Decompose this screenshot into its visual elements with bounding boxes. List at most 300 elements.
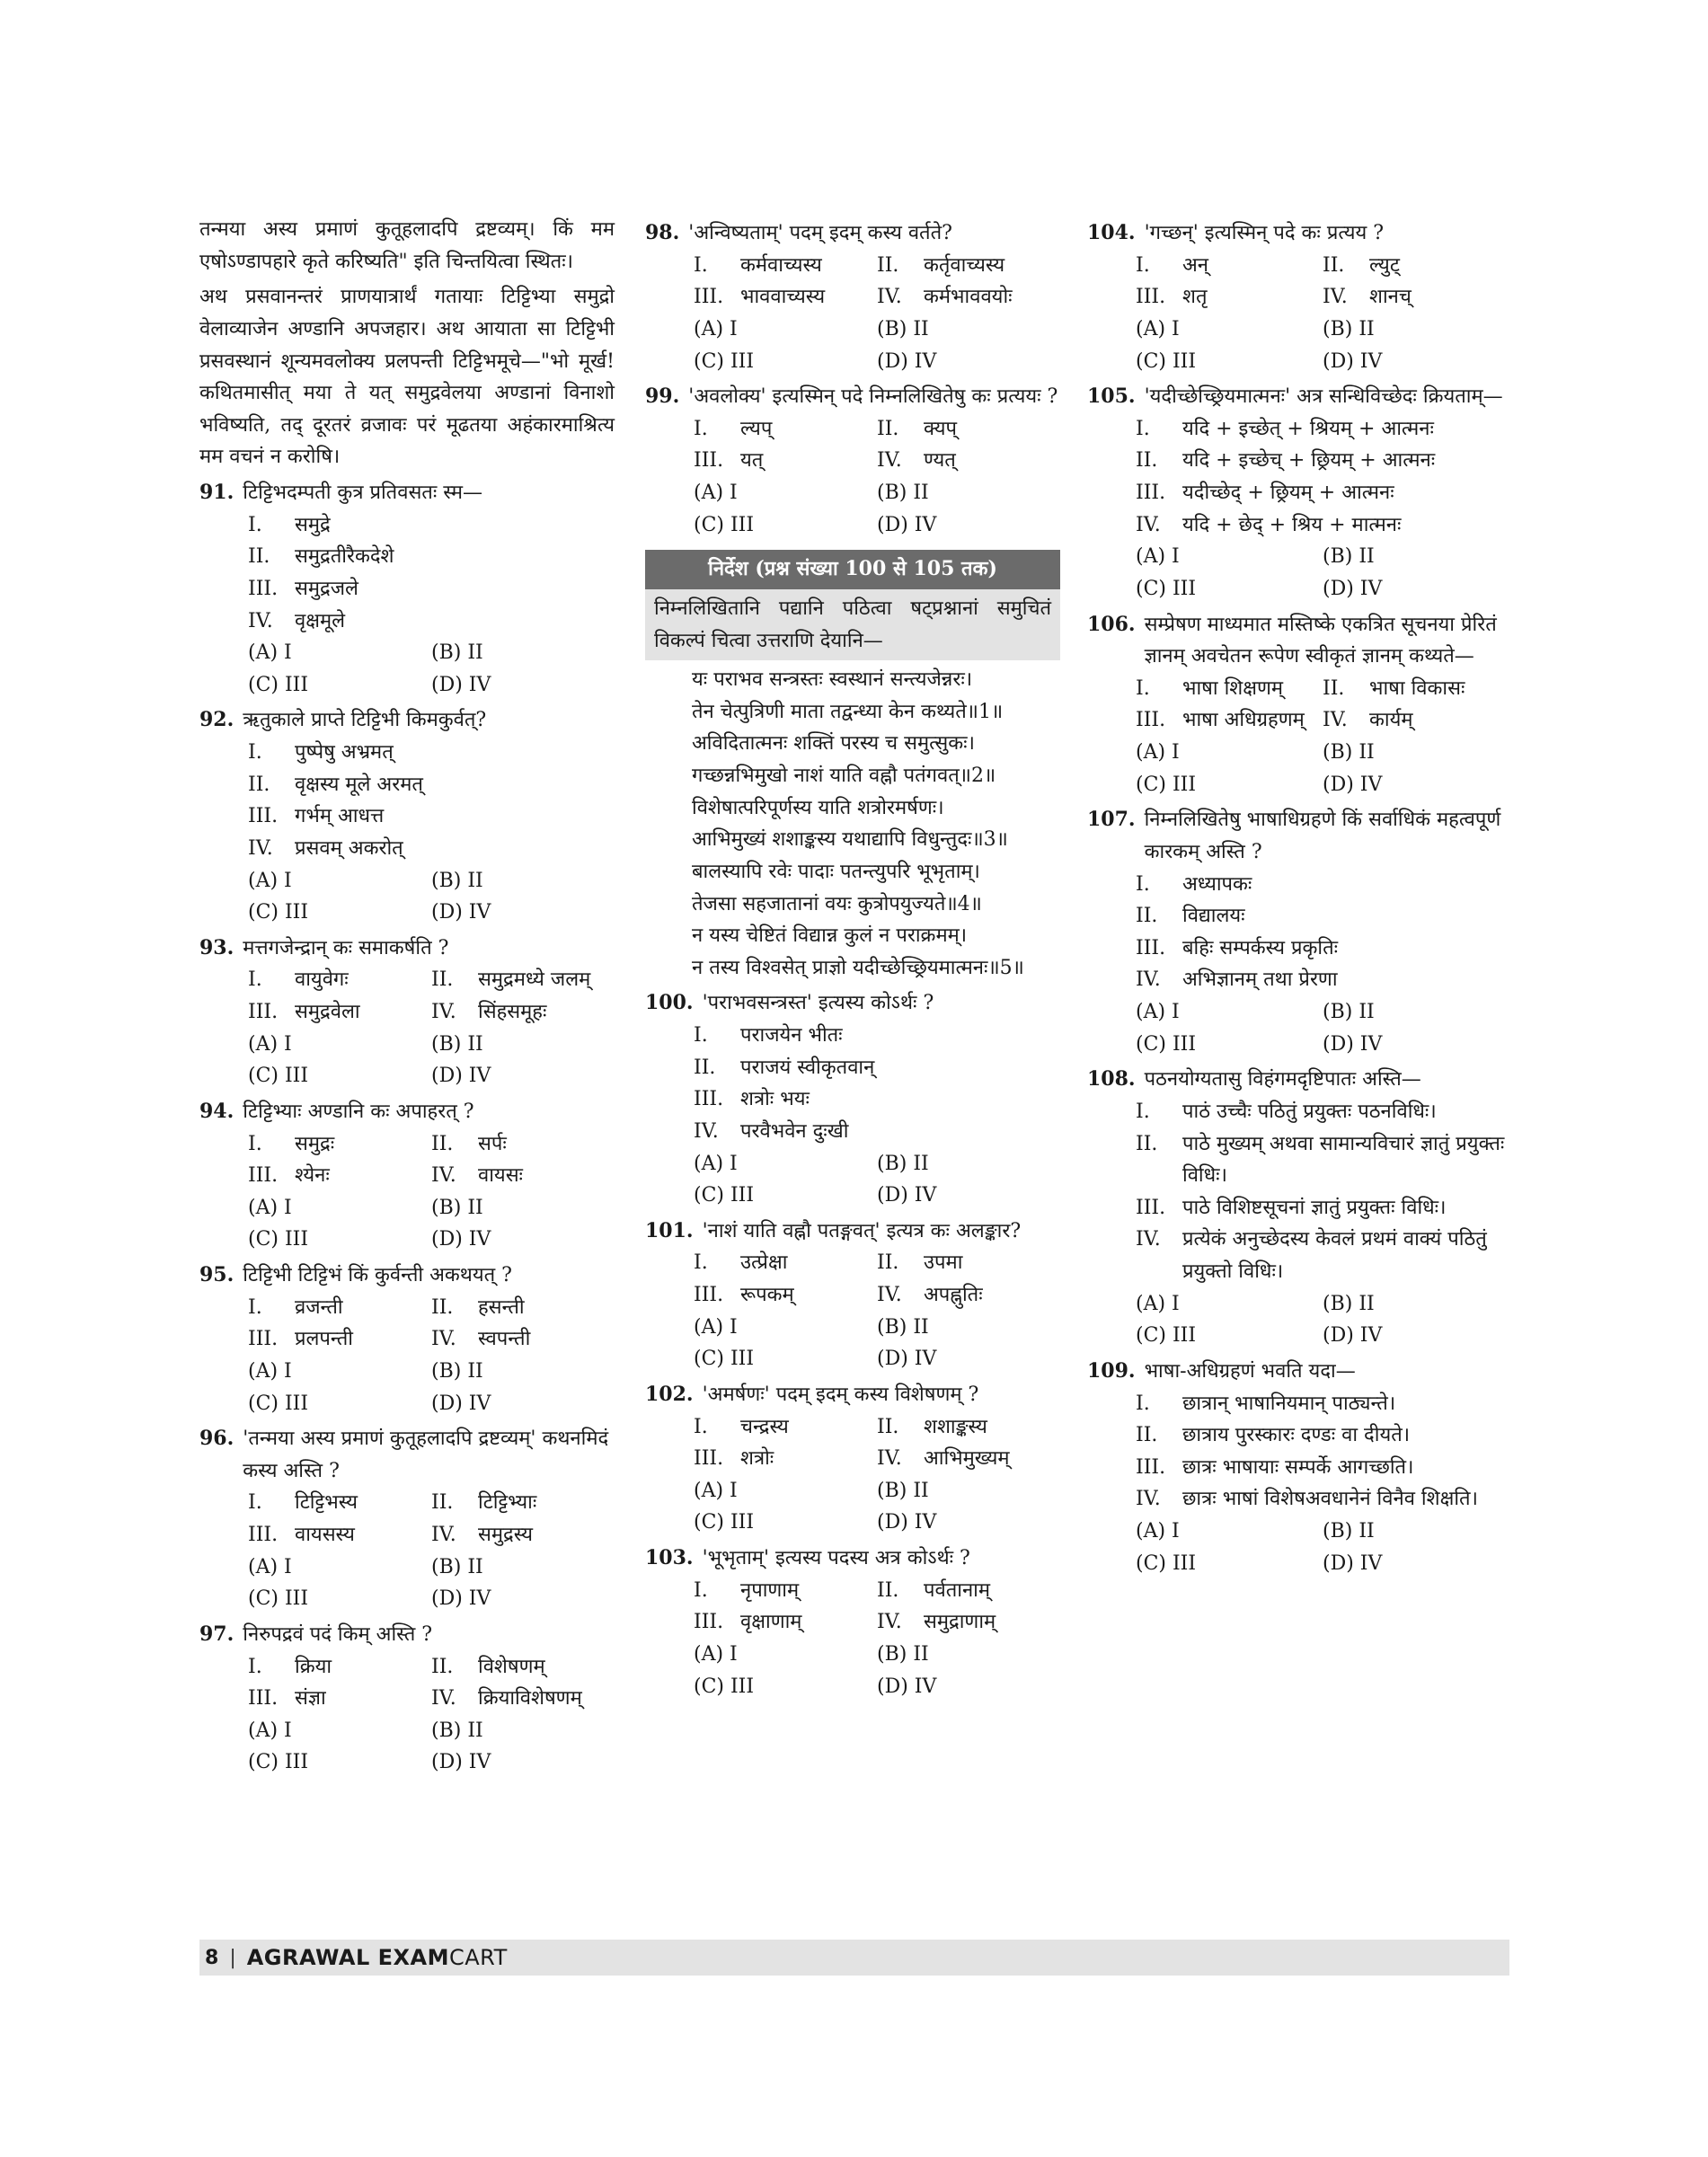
- option-numeral: IV.: [877, 1447, 902, 1471]
- answer-row: [248, 669, 615, 702]
- question: [645, 217, 1060, 377]
- answer-row: [1136, 1548, 1509, 1580]
- option-list: [199, 737, 615, 929]
- option-text: कर्मवाच्यस्य: [740, 253, 822, 277]
- option-text: भाषा शिक्षणम्: [1182, 676, 1284, 700]
- answer-choice: (A) I: [1136, 1001, 1180, 1023]
- answer-row: [248, 1224, 615, 1256]
- option-text: सर्पः: [478, 1132, 507, 1155]
- option-numeral: III.: [1136, 709, 1166, 732]
- option: [694, 1020, 1060, 1052]
- option-numeral: II.: [1136, 1424, 1158, 1447]
- option: [248, 769, 615, 801]
- question: [645, 1543, 1060, 1702]
- option-row: [1136, 250, 1509, 282]
- answer-row: [694, 1671, 1060, 1703]
- answer-choice: (A) I: [248, 641, 292, 665]
- answer-choice: (D) IV: [431, 1751, 491, 1774]
- answer-choice: (B) II: [877, 317, 929, 340]
- option: [1136, 900, 1509, 933]
- option-numeral: I.: [694, 253, 708, 277]
- option-text: नृपाणाम्: [740, 1578, 800, 1602]
- option: [694, 1052, 1060, 1084]
- answer-choice: (C) III: [1136, 773, 1197, 796]
- option-numeral: IV.: [694, 1119, 719, 1143]
- option-text: उत्प्रेक्षा: [740, 1251, 788, 1275]
- answer-row: [694, 1312, 1060, 1344]
- option-row: [694, 250, 1060, 282]
- option-numeral: III.: [248, 1524, 279, 1546]
- option: [877, 1411, 1060, 1444]
- option-text: छात्रः भाषां विशेषअवधानेनं विनैव शिक्षति।: [1182, 1488, 1478, 1511]
- option-numeral: I.: [1136, 1100, 1150, 1123]
- option: [694, 413, 877, 446]
- option-text: वायुवेगः: [295, 968, 349, 992]
- option-text: टिट्टिभ्याः: [478, 1491, 537, 1515]
- option-row: [248, 1651, 615, 1684]
- option-numeral: III.: [694, 1447, 724, 1471]
- question-text: 'भूभृताम्' इत्यस्य पदस्य अत्र कोऽर्थः ?: [702, 1547, 970, 1569]
- answer-choice: (A) I: [248, 869, 292, 892]
- option-stack: [694, 1020, 1060, 1148]
- option: [1323, 281, 1509, 314]
- verse-line: आभिमुख्यं शशाङ्कस्य यथाद्यापि विधुन्तुदः॥3॥: [692, 828, 1008, 852]
- option-text: क्यप्: [924, 417, 958, 440]
- option-row: [694, 445, 1060, 477]
- question: [199, 1260, 615, 1419]
- option: [1136, 250, 1323, 282]
- option-stack: [1136, 413, 1509, 542]
- option-text: समुद्रजले: [295, 577, 358, 600]
- option-numeral: IV.: [1136, 968, 1161, 992]
- answer-choice: (C) III: [1136, 1551, 1197, 1575]
- option: [1136, 1096, 1509, 1128]
- option-numeral: I.: [694, 1415, 708, 1438]
- option-numeral: III.: [694, 1611, 724, 1634]
- answer-choice: (B) II: [431, 641, 483, 665]
- option-numeral: IV.: [1323, 286, 1348, 309]
- option-numeral: III.: [248, 1001, 279, 1023]
- answer-choice: (C) III: [1136, 1032, 1197, 1056]
- option-text: यदि + इच्छेत् + श्रियम् + आत्मनः: [1182, 417, 1434, 440]
- option-list: [199, 1487, 615, 1615]
- answer-row: [248, 1583, 615, 1615]
- option-list: [1087, 1388, 1509, 1580]
- verse-line: न तस्य विश्वसेत् प्राज्ञो यदीच्छेच्छ्रियमात्मनः॥5॥: [692, 956, 1024, 979]
- page-number: 8: [205, 1946, 219, 1969]
- option: [1136, 704, 1323, 737]
- answer-choice: (D) IV: [1323, 1032, 1383, 1056]
- brand-name-suffix: CART: [448, 1945, 508, 1970]
- option: [1136, 1419, 1509, 1452]
- option: [248, 996, 431, 1029]
- option-stack: [1136, 869, 1509, 997]
- direction-text: निम्नलिखितानि पद्यानि पठित्वा षट्प्रश्नानां समुचितं विकल्पं चित्वा उत्तराणि देयानि—: [645, 589, 1060, 660]
- option-text: बहिः सम्पर्कस्य प्रकृतिः: [1182, 936, 1339, 959]
- option-numeral: IV.: [877, 449, 902, 473]
- answer-choice: (A) I: [248, 1555, 292, 1578]
- page-footer: [199, 1940, 1509, 1976]
- answer-choice: (A) I: [1136, 741, 1180, 764]
- question-number: 91.: [199, 481, 235, 504]
- question-list: [645, 987, 1060, 1702]
- option: [1136, 1128, 1509, 1192]
- column-left: [199, 214, 615, 1779]
- answer-row: [1136, 769, 1509, 801]
- option-text: छात्रः भाषायाः सम्पर्के आगच्छति।: [1182, 1455, 1414, 1479]
- option: [694, 1575, 877, 1607]
- option-text: पर्वतानाम्: [924, 1578, 991, 1602]
- verse-line: गच्छन्नभिमुखो नाशं याति वह्नौ पतंगवत्॥2॥: [692, 765, 996, 787]
- option-row: [248, 996, 615, 1029]
- option-list: [199, 1292, 615, 1420]
- answer-choice: (C) III: [1136, 349, 1197, 373]
- question-list: [199, 477, 615, 1779]
- option-numeral: IV.: [877, 286, 902, 309]
- option-numeral: III.: [1136, 286, 1166, 309]
- option-text: वृक्षमूले: [295, 609, 346, 632]
- verse-block: [645, 664, 1060, 984]
- question-text: 'गच्छन्' इत्यस्मिन् पदे कः प्रत्यय ?: [1144, 222, 1385, 244]
- option-text: ण्यत्: [924, 449, 956, 473]
- answer-row: [248, 1060, 615, 1092]
- answer-choice: (D) IV: [877, 1184, 937, 1207]
- question-number: 99.: [645, 385, 680, 409]
- question: [1087, 609, 1509, 801]
- option-text: यत्: [740, 449, 764, 473]
- verse-line: अविदितात्मनः शक्तिं परस्य च समुत्सुकः।: [692, 732, 975, 756]
- answer-row: [1136, 737, 1509, 769]
- option-list: [1087, 1096, 1509, 1352]
- option-numeral: IV.: [1323, 709, 1348, 732]
- question-stem: [199, 1423, 615, 1487]
- answer-row: [1136, 346, 1509, 378]
- question: [199, 477, 615, 701]
- answer-choice: (D) IV: [877, 513, 937, 536]
- question: [645, 1379, 1060, 1539]
- question-text: 'अवलोक्य' इत्यस्मिन् पदे निम्नलिखितेषु कः प्रत्ययः ?: [688, 385, 1058, 409]
- option: [248, 1323, 431, 1356]
- option-numeral: II.: [877, 253, 899, 277]
- option: [1136, 1452, 1509, 1484]
- option-list: [199, 1128, 615, 1257]
- question-stem: [1087, 1064, 1509, 1096]
- option-text: क्रिया: [295, 1655, 332, 1678]
- option-numeral: II.: [1136, 449, 1158, 473]
- answer-row: [694, 314, 1060, 346]
- option-text: वायसः: [478, 1164, 524, 1188]
- option-numeral: II.: [431, 1295, 454, 1319]
- answer-choice: (A) I: [1136, 1292, 1180, 1315]
- option-numeral: I.: [1136, 1392, 1150, 1415]
- option-numeral: IV.: [877, 1284, 902, 1306]
- question-number: 103.: [645, 1546, 694, 1569]
- option: [694, 250, 877, 282]
- answer-choice: (C) III: [248, 1228, 309, 1251]
- answer-choice: (B) II: [431, 1555, 483, 1578]
- question-stem: [645, 1543, 1060, 1575]
- option-text: चन्द्रस्य: [740, 1415, 789, 1438]
- option: [431, 964, 615, 996]
- option-list: [199, 509, 615, 702]
- question: [645, 1216, 1060, 1375]
- option-list: [645, 250, 1060, 378]
- option-text: समुद्रस्य: [478, 1524, 534, 1546]
- question-text: निम्नलिखितेषु भाषाधिग्रहणे किं सर्वाधिकं महत्वपूर्ण कारकम् अस्ति ?: [1144, 809, 1501, 863]
- answer-choice: (A) I: [248, 1196, 292, 1219]
- answer-choice: (C) III: [248, 1751, 309, 1774]
- answer-row: [694, 509, 1060, 542]
- option: [694, 1247, 877, 1279]
- option-row: [248, 1323, 615, 1356]
- option-text: समुद्रतीरैकदेशे: [295, 545, 394, 569]
- option-row: [248, 1128, 615, 1161]
- answer-choice: (C) III: [248, 1065, 309, 1088]
- question-number: 93.: [199, 935, 235, 959]
- option: [1136, 869, 1509, 901]
- option: [1136, 509, 1509, 542]
- answer-choice: (B) II: [1323, 1520, 1375, 1543]
- answer-row: [248, 1551, 615, 1584]
- question-text: टिट्टिभ्याः अण्डानि कः अपाहरत् ?: [243, 1100, 474, 1123]
- option: [248, 1160, 431, 1192]
- question-number: 107.: [1087, 808, 1136, 832]
- option-text: शत्रोः: [740, 1447, 774, 1471]
- option-stack: [1136, 1388, 1509, 1516]
- answer-choice: (D) IV: [877, 1511, 937, 1534]
- question: [199, 704, 615, 928]
- option: [877, 413, 1060, 446]
- option-list: [645, 1411, 1060, 1540]
- answer-choice: (B) II: [1323, 1292, 1375, 1315]
- question-stem: [645, 1379, 1060, 1411]
- option-text: ल्युट्: [1369, 253, 1400, 277]
- answer-row: [1136, 996, 1509, 1029]
- answer-row: [694, 1639, 1060, 1671]
- question: [1087, 381, 1509, 605]
- option: [694, 445, 877, 477]
- option: [1136, 933, 1509, 965]
- question-stem: [1087, 381, 1509, 413]
- option-row: [248, 1683, 615, 1715]
- answer-choice: (C) III: [694, 1184, 755, 1207]
- answer-choice: (A) I: [694, 1152, 738, 1175]
- answer-choice: (D) IV: [877, 349, 937, 373]
- option-numeral: IV.: [431, 1524, 456, 1546]
- option-text: शशाङ्कस्य: [924, 1415, 987, 1438]
- option-text: समुद्रः: [295, 1132, 335, 1155]
- answer-choice: (D) IV: [1323, 349, 1383, 373]
- option-text: गर्भम् आधत्त: [295, 805, 385, 828]
- answer-choice: (D) IV: [431, 673, 491, 696]
- question: [1087, 1356, 1509, 1579]
- option-text: क्रियाविशेषणम्: [478, 1687, 582, 1711]
- answer-row: [248, 1029, 615, 1061]
- option: [248, 1519, 431, 1551]
- answer-row: [1136, 1320, 1509, 1352]
- option: [431, 1519, 615, 1551]
- question-number: 106.: [1087, 612, 1136, 636]
- option-numeral: I.: [694, 1578, 708, 1602]
- option-text: पराजयं स्वीकृतवान्: [740, 1056, 875, 1079]
- option: [1323, 250, 1509, 282]
- option: [248, 737, 615, 769]
- option-numeral: III.: [248, 1687, 279, 1711]
- option-text: वृक्षाणाम्: [740, 1611, 802, 1634]
- option-row: [694, 1411, 1060, 1444]
- option: [694, 281, 877, 314]
- option: [1136, 445, 1509, 477]
- option-numeral: I.: [248, 513, 262, 536]
- option-stack: [248, 509, 615, 638]
- option-numeral: III.: [248, 1328, 279, 1351]
- option: [694, 1279, 877, 1312]
- option: [431, 1683, 615, 1715]
- option-numeral: III.: [248, 1164, 279, 1188]
- option-numeral: II.: [431, 1491, 454, 1515]
- option-numeral: I.: [694, 417, 708, 440]
- question-number: 100.: [645, 991, 694, 1015]
- passage-paragraph: तन्मया अस्य प्रमाणं कुतूहलादपि द्रष्टव्यम्। किं मम एषोऽण्डापहारे कृते करिष्यति" इति चिन्तयित्वा स्थितः।: [199, 218, 615, 273]
- verse-line: तेन चेत्पुत्रिणी माता तद्वन्ध्या केन कथ्यते॥1॥: [692, 700, 1004, 723]
- option-text: विशेषणम्: [478, 1655, 545, 1678]
- question-stem: [199, 1619, 615, 1651]
- answer-choice: (A) I: [694, 1315, 738, 1339]
- question-stem: [1087, 609, 1509, 673]
- answer-choice: (B) II: [431, 1359, 483, 1383]
- question-list: [645, 217, 1060, 541]
- question-stem: [645, 987, 1060, 1020]
- question-text: पठनयोग्यतासु विहंगमदृष्टिपातः अस्ति—: [1144, 1068, 1421, 1092]
- option: [877, 445, 1060, 477]
- option: [694, 1606, 877, 1639]
- option: [248, 1651, 431, 1684]
- option: [248, 800, 615, 833]
- option-text: परवैभवेन दुःखी: [740, 1119, 849, 1143]
- option-numeral: I.: [1136, 253, 1150, 277]
- option-text: समुद्राणाम्: [924, 1611, 996, 1634]
- answer-row: [694, 1507, 1060, 1539]
- question-number: 102.: [645, 1382, 694, 1406]
- answer-choice: (B) II: [431, 869, 483, 892]
- question-number: 108.: [1087, 1067, 1136, 1092]
- option: [431, 996, 615, 1029]
- question-text: 'अन्विष्यताम्' पदम् इदम् कस्य वर्तते?: [688, 222, 952, 244]
- answer-choice: (C) III: [694, 1348, 755, 1371]
- answer-choice: (A) I: [1136, 545, 1180, 569]
- option-row: [694, 1606, 1060, 1639]
- question-text: 'नाशं याति वह्नौ पतङ्गवत्' इत्यत्र कः अलङ्कार?: [702, 1219, 1022, 1242]
- answer-choice: (B) II: [431, 1719, 483, 1742]
- answer-choice: (B) II: [1323, 1001, 1375, 1023]
- answer-choice: (B) II: [1323, 741, 1375, 764]
- answer-row: [248, 1746, 615, 1779]
- option: [877, 1247, 1060, 1279]
- option: [248, 573, 615, 606]
- answer-choice: (D) IV: [1323, 773, 1383, 796]
- option-text: यदि + छेद् + श्रिय + मात्मनः: [1182, 513, 1402, 536]
- option-list: [645, 1575, 1060, 1703]
- option-numeral: II.: [694, 1056, 716, 1079]
- option-row: [694, 1247, 1060, 1279]
- option-text: रूपकम्: [740, 1284, 794, 1306]
- question-stem: [1087, 804, 1509, 868]
- question: [199, 933, 615, 1092]
- answer-row: [1136, 541, 1509, 573]
- option-numeral: I.: [248, 1491, 262, 1515]
- option-list: [199, 964, 615, 1092]
- answer-choice: (B) II: [877, 482, 929, 504]
- answer-row: [694, 477, 1060, 509]
- answer-row: [248, 1715, 615, 1747]
- option-numeral: IV.: [1136, 513, 1161, 536]
- question-number: 94.: [199, 1099, 235, 1123]
- option-text: अध्यापकः: [1182, 872, 1252, 896]
- option-text: पाठे मुख्यम् अथवा सामान्यविचारं ज्ञातुं प्रयुक्तः विधिः।: [1182, 1132, 1505, 1188]
- option-numeral: III.: [694, 286, 724, 309]
- answer-choice: (A) I: [248, 1032, 292, 1056]
- answer-choice: (C) III: [248, 901, 309, 924]
- option-numeral: I.: [248, 1655, 262, 1678]
- option: [877, 1279, 1060, 1312]
- option: [248, 1292, 431, 1324]
- option-numeral: II.: [248, 773, 270, 796]
- option-numeral: I.: [1136, 676, 1150, 700]
- option: [431, 1651, 615, 1684]
- answer-choice: (D) IV: [877, 1675, 937, 1698]
- option-row: [1136, 673, 1509, 705]
- option-text: ल्यप्: [740, 417, 773, 440]
- option: [248, 509, 615, 542]
- answer-choice: (A) I: [248, 1719, 292, 1742]
- question-number: 96.: [199, 1427, 235, 1451]
- option-list: [645, 1247, 1060, 1375]
- direction-heading: निर्देश (प्रश्न संख्या 100 से 105 तक): [645, 550, 1060, 589]
- option-text: छात्राय पुरस्कारः दण्डः वा दीयते।: [1182, 1424, 1411, 1447]
- option-text: उपमा: [924, 1251, 963, 1275]
- option: [248, 964, 431, 996]
- option-text: कार्यम्: [1369, 709, 1413, 732]
- question: [645, 987, 1060, 1211]
- option-numeral: IV.: [431, 1001, 456, 1023]
- question-stem: [1087, 217, 1509, 250]
- option: [877, 1606, 1060, 1639]
- answer-choice: (B) II: [877, 1152, 929, 1175]
- question-stem: [645, 217, 1060, 250]
- answer-choice: (C) III: [694, 1675, 755, 1698]
- option-numeral: I.: [248, 741, 262, 764]
- option: [694, 1443, 877, 1475]
- option: [1136, 673, 1323, 705]
- question-text: सम्प्रेषण माध्यमात मस्तिष्के एकत्रित सूचनया प्रेरितं ज्ञानम् अवचेतन रूपेण स्वीकृतं ज्ञानम् कथ्यते—: [1144, 613, 1497, 668]
- answer-row: [694, 346, 1060, 378]
- option: [431, 1128, 615, 1161]
- option-numeral: IV.: [431, 1687, 456, 1711]
- option-numeral: IV.: [1136, 1228, 1161, 1251]
- option-text: भाषा विकासः: [1369, 676, 1465, 700]
- answer-choice: (B) II: [1323, 545, 1375, 569]
- question: [1087, 217, 1509, 377]
- direction-box: [645, 550, 1060, 660]
- option: [1323, 704, 1509, 737]
- option: [1136, 281, 1323, 314]
- answer-choice: (C) III: [248, 1392, 309, 1415]
- option: [248, 606, 615, 638]
- option-numeral: I.: [248, 1132, 262, 1155]
- option-numeral: III.: [1136, 936, 1166, 959]
- option-text: छात्रान् भाषानियमान् पाठ्यन्ते।: [1182, 1392, 1396, 1415]
- brand-logo: [247, 1945, 508, 1970]
